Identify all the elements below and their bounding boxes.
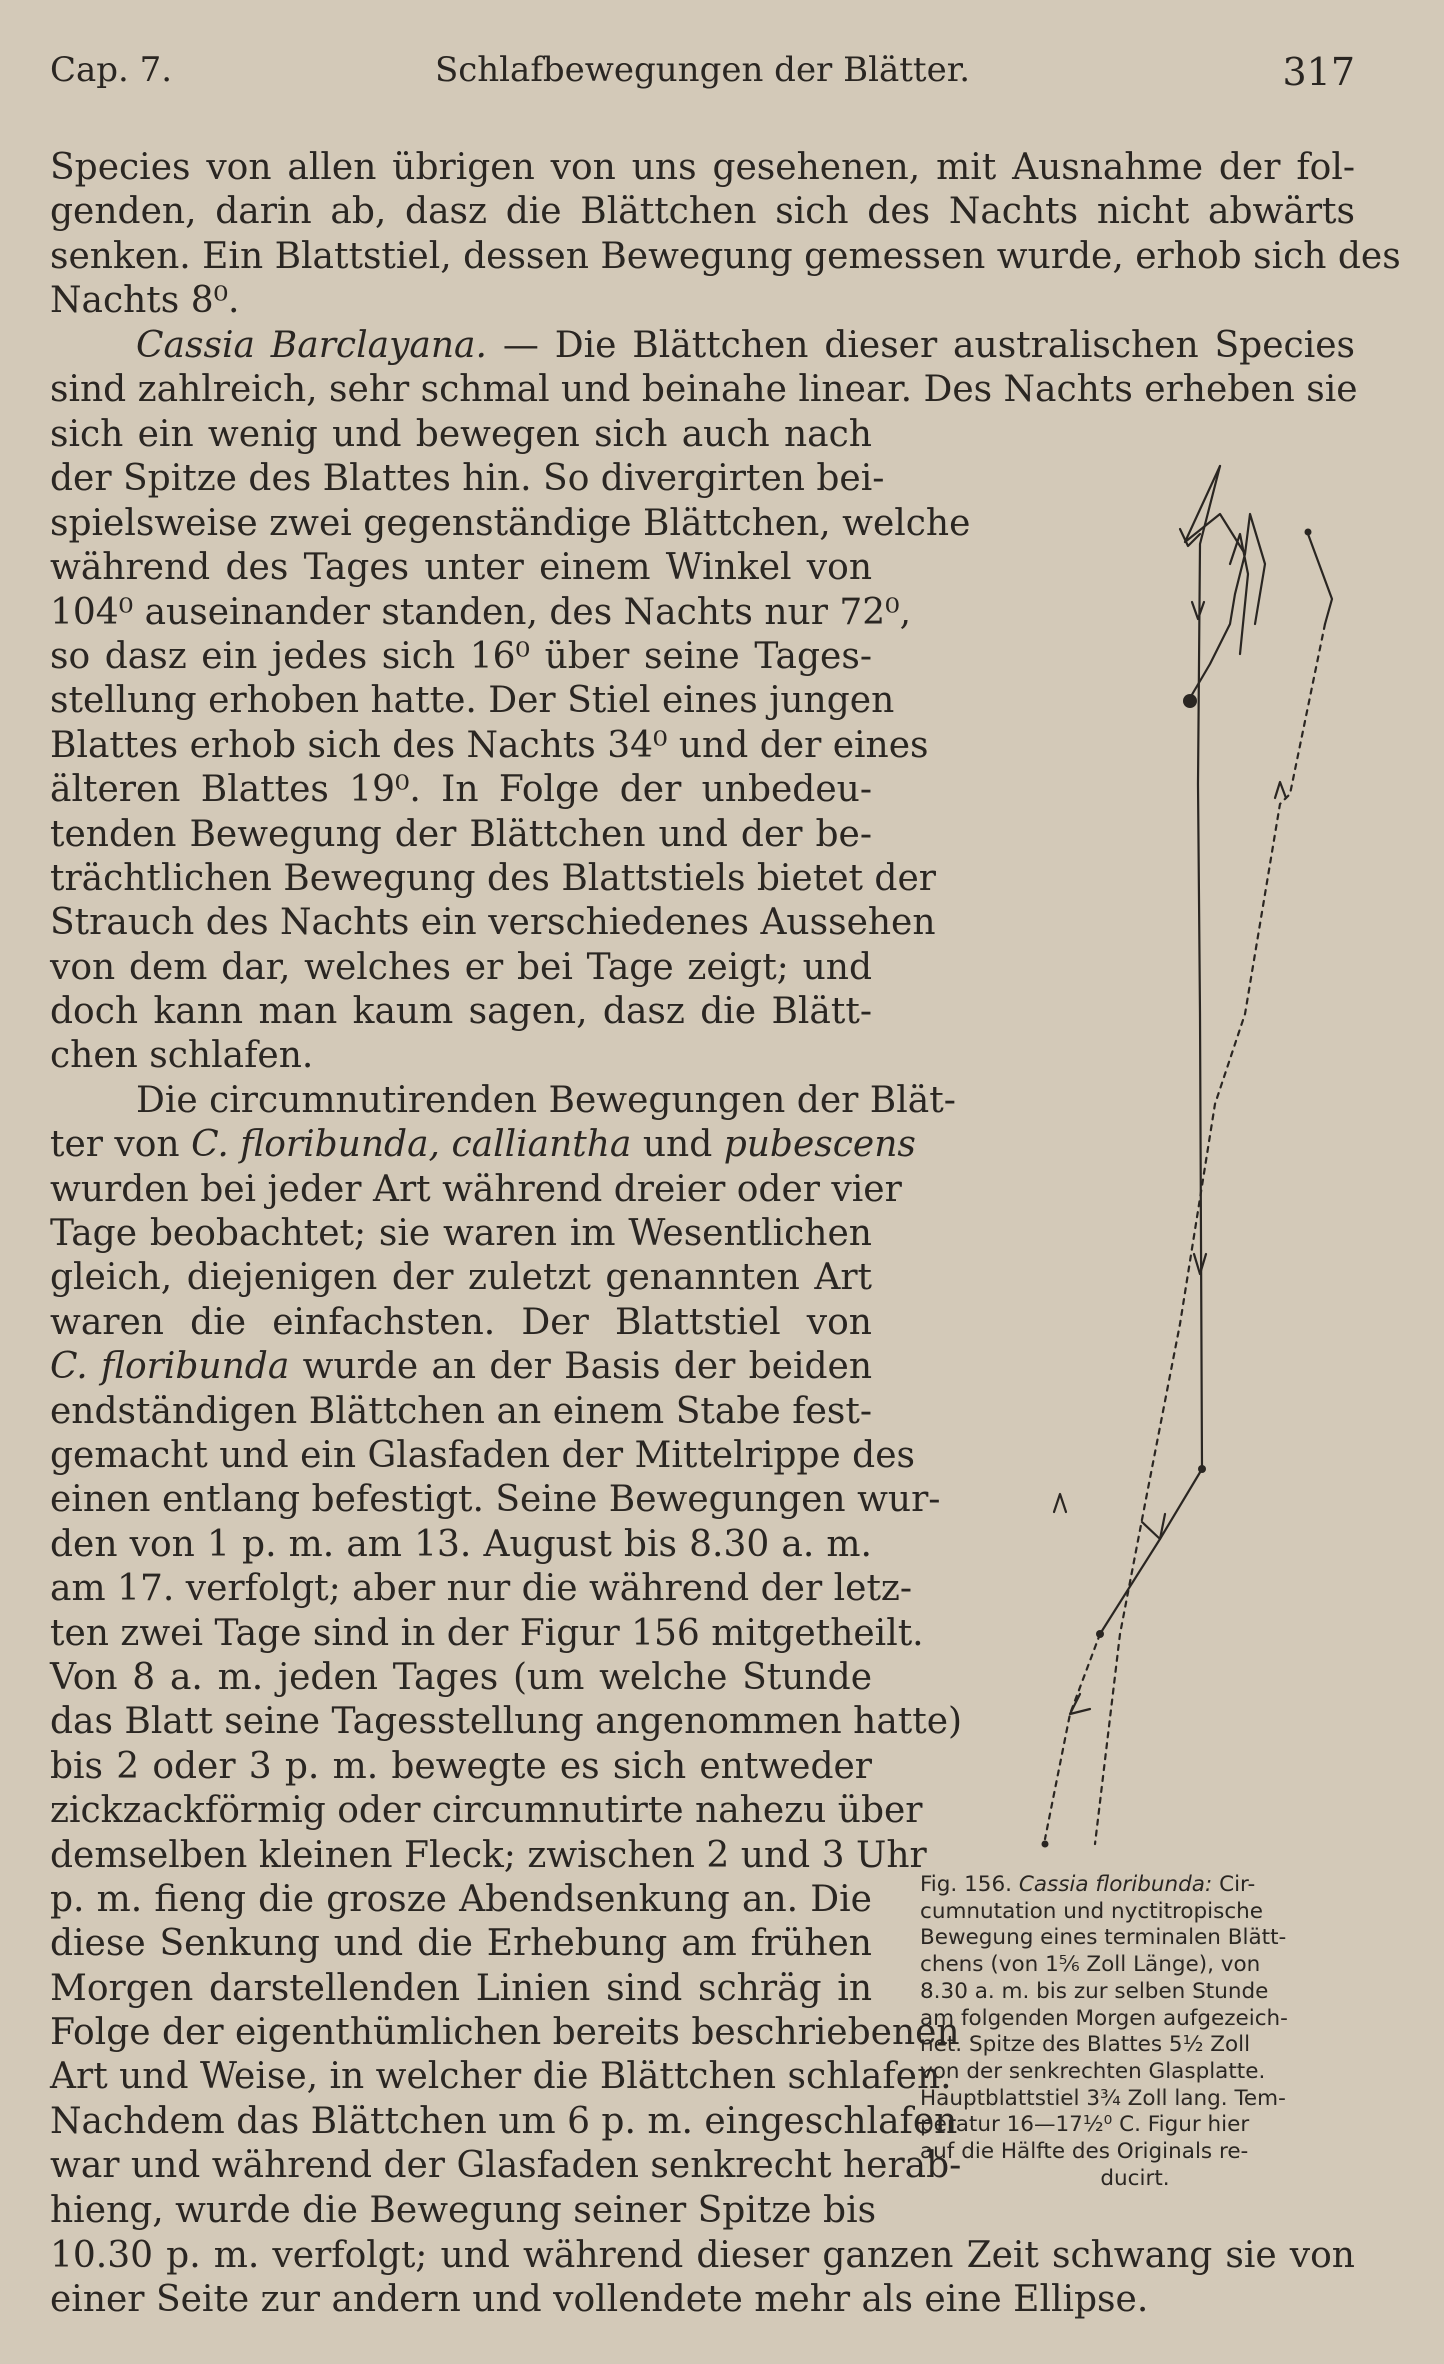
caption-line: chens (von 1⁵⁄₆ Zoll Länge), von	[920, 1952, 1261, 1978]
text-line: demselben kleinen Fleck; zwischen 2 und 3 Uhr	[50, 1834, 927, 1876]
text-line	[50, 1345, 872, 1389]
arrow-diag-icon	[1142, 1514, 1165, 1539]
paragraph-continued	[50, 146, 1401, 324]
text-line: einer Seite zur andern und vollendete mehr als eine Ellipse.	[50, 2279, 1149, 2321]
text-line: p. m. fieng die grosze Abendsenkung an. Die	[50, 1878, 872, 1920]
page-number: 317	[1282, 50, 1355, 94]
text-fragment: ter von	[50, 1124, 192, 1166]
caption-line: ducirt.	[1100, 2165, 1170, 2191]
arrow-down-icon	[1192, 602, 1204, 619]
text-fragment: und	[631, 1124, 724, 1166]
text-line: endständigen Blättchen an einem Stabe fest-	[50, 1390, 872, 1432]
text-line: ten zwei Tage sind in der Figur 156 mitgetheilt.	[50, 1612, 924, 1654]
caption-line: cumnutation und nyctitropische	[920, 1898, 1264, 1924]
arrow-up-icon	[1275, 782, 1286, 798]
text-line: Art und Weise, in welcher die Blättchen schlafen.	[50, 2056, 952, 2098]
figure-156-tracing	[1040, 454, 1410, 1874]
text-fragment: — Die Blättchen dieser australischen Species	[486, 325, 1355, 366]
solid-trace-path	[1100, 466, 1220, 1634]
caption-line: am folgenden Morgen aufgezeich-	[920, 2005, 1288, 2031]
text-line: älteren Blattes 19⁰. In Folge der unbedeu-	[50, 769, 872, 811]
species-name: C. floribunda	[50, 1346, 290, 1388]
text-line: den von 1 p. m. am 13. August bis 8.30 a. m.	[50, 1523, 872, 1565]
text-line: diese Senkung und die Erhebung am frühen	[50, 1923, 872, 1965]
text-line	[50, 324, 1355, 368]
dashed-trace-path	[1095, 624, 1325, 1844]
text-fragment: wurde an der Basis der beiden	[289, 1346, 873, 1388]
point-dot	[1096, 1630, 1104, 1638]
text-line: Nachdem das Blättchen um 6 p. m. eingeschlafen	[50, 2100, 958, 2142]
caption-line: peratur 16—17¹⁄₂⁰ C. Figur hier	[920, 2112, 1250, 2138]
caption-line: Bewegung eines terminalen Blätt-	[920, 1925, 1287, 1951]
text-line: war und während der Glasfaden senkrecht herab-	[50, 2145, 962, 2187]
text-line: Morgen darstellenden Linien sind schräg in	[50, 1967, 872, 2009]
text-line: hieng, wurde die Bewegung seiner Spitze bis	[50, 2189, 877, 2231]
point-dot	[1305, 529, 1312, 536]
point-dot	[1198, 1465, 1206, 1473]
text-line: doch kann man kaum sagen, dasz die Blätt-	[50, 991, 872, 1033]
species-name: C. floribunda, calliantha	[191, 1124, 632, 1166]
caption-line: Hauptblattstiel 3³⁄₄ Zoll lang. Tem-	[920, 2085, 1286, 2111]
text-line: gemacht und ein Glasfaden der Mittelrippe des	[50, 1434, 916, 1476]
caption-line: auf die Hälfte des Originals re-	[920, 2139, 1249, 2165]
arrow-up-icon	[1054, 1494, 1066, 1512]
text-line: Von 8 a. m. jeden Tages (um welche Stunde	[50, 1656, 872, 1698]
text-line: 104⁰ auseinander standen, des Nachts nur 72⁰,	[50, 591, 912, 633]
text-line: so dasz ein jedes sich 16⁰ über seine Tages-	[50, 635, 872, 677]
dashed-branch-path	[1045, 1634, 1100, 1839]
text-line	[50, 1123, 916, 1167]
running-title: Schlafbewegungen der Blätter.	[434, 50, 971, 90]
species-name: Cassia Barclayana.	[136, 325, 487, 366]
caption-first-line	[920, 1872, 1350, 1899]
running-header	[50, 50, 1355, 98]
text-line: spielsweise zwei gegenständige Blättchen, welche	[50, 502, 971, 544]
paragraph-cassia-barclayana	[50, 324, 1358, 413]
caption-line: 8.30 a. m. bis zur selben Stunde	[920, 1978, 1269, 2004]
text-line: 10.30 p. m. verfolgt; und während dieser ganzen Zeit schwang sie von	[50, 2235, 1355, 2276]
text-line: stellung erhoben hatte. Der Stiel eines jungen	[50, 680, 895, 722]
text-line: Die circumnutirenden Bewegungen der Blät-	[136, 1079, 956, 1121]
top-right-path	[1308, 534, 1332, 624]
text-line: bis 2 oder 3 p. m. bewegte es sich entweder	[50, 1745, 872, 1787]
text-line: senken. Ein Blattstiel, dessen Bewegung gemessen wurde, erhob sich des	[50, 235, 1401, 277]
text-line: Folge der eigenthümlichen bereits beschriebenen	[50, 2012, 960, 2054]
caption-line: von der senkrechten Glasplatte.	[920, 2058, 1266, 2084]
text-line: sind zahlreich, sehr schmal und beinahe linear. Des Nachts erheben sie	[50, 369, 1358, 411]
chapter-label: Cap. 7.	[50, 50, 173, 90]
figure-caption	[920, 1872, 1350, 2192]
end-dot	[1042, 1841, 1049, 1848]
text-line: am 17. verfolgt; aber nur die während der letz-	[50, 1568, 913, 1610]
text-line: trächtlichen Bewegung des Blattstiels bietet der	[50, 857, 936, 899]
caption-line: Cir-	[1219, 1872, 1256, 1897]
text-line: Nachts 8⁰.	[50, 280, 240, 322]
species-name: pubescens	[723, 1124, 916, 1166]
text-line: tenden Bewegung der Blättchen und der be-	[50, 813, 872, 855]
text-line: während des Tages unter einem Winkel von	[50, 547, 872, 589]
text-line: chen schlafen.	[50, 1035, 314, 1077]
caption-line: net. Spitze des Blattes 5¹⁄₂ Zoll	[920, 2032, 1251, 2058]
text-line: das Blatt seine Tagesstellung angenommen hatte)	[50, 1701, 963, 1743]
text-line: Strauch des Nachts ein verschiedenes Aussehen	[50, 902, 936, 944]
arrow-diag-icon	[1070, 1694, 1090, 1714]
text-line: Blattes erhob sich des Nachts 34⁰ und der eines	[50, 724, 929, 766]
text-line: von dem dar, welches er bei Tage zeigt; und	[50, 946, 872, 988]
caption-species: Cassia floribunda:	[1018, 1872, 1213, 1897]
paragraph-end	[50, 2234, 1355, 2323]
text-line: waren die einfachsten. Der Blattstiel von	[50, 1301, 872, 1343]
text-line: einen entlang befestigt. Seine Bewegungen wur-	[50, 1479, 941, 1521]
text-line: Tage beobachtet; sie waren im Wesentlichen	[50, 1213, 872, 1255]
text-line: wurden bei jeder Art während dreier oder vier	[50, 1168, 902, 1210]
text-line: sich ein wenig und bewegen sich auch nach	[50, 414, 872, 455]
start-dot	[1183, 694, 1197, 708]
text-line: genden, darin ab, dasz die Blättchen sich des Nachts nicht abwärts	[50, 191, 1355, 233]
text-line: gleich, diejenigen der zuletzt genannten Art	[50, 1257, 872, 1299]
text-line: der Spitze des Blattes hin. So divergirten bei-	[50, 458, 885, 500]
figure-label: Fig. 156.	[920, 1872, 1012, 1897]
top-loops-path	[1185, 466, 1265, 698]
text-line: Species von allen übrigen von uns gesehenen, mit Ausnahme der fol-	[50, 147, 1355, 188]
text-line: zickzackförmig oder circumnutirte nahezu über	[50, 1790, 923, 1832]
